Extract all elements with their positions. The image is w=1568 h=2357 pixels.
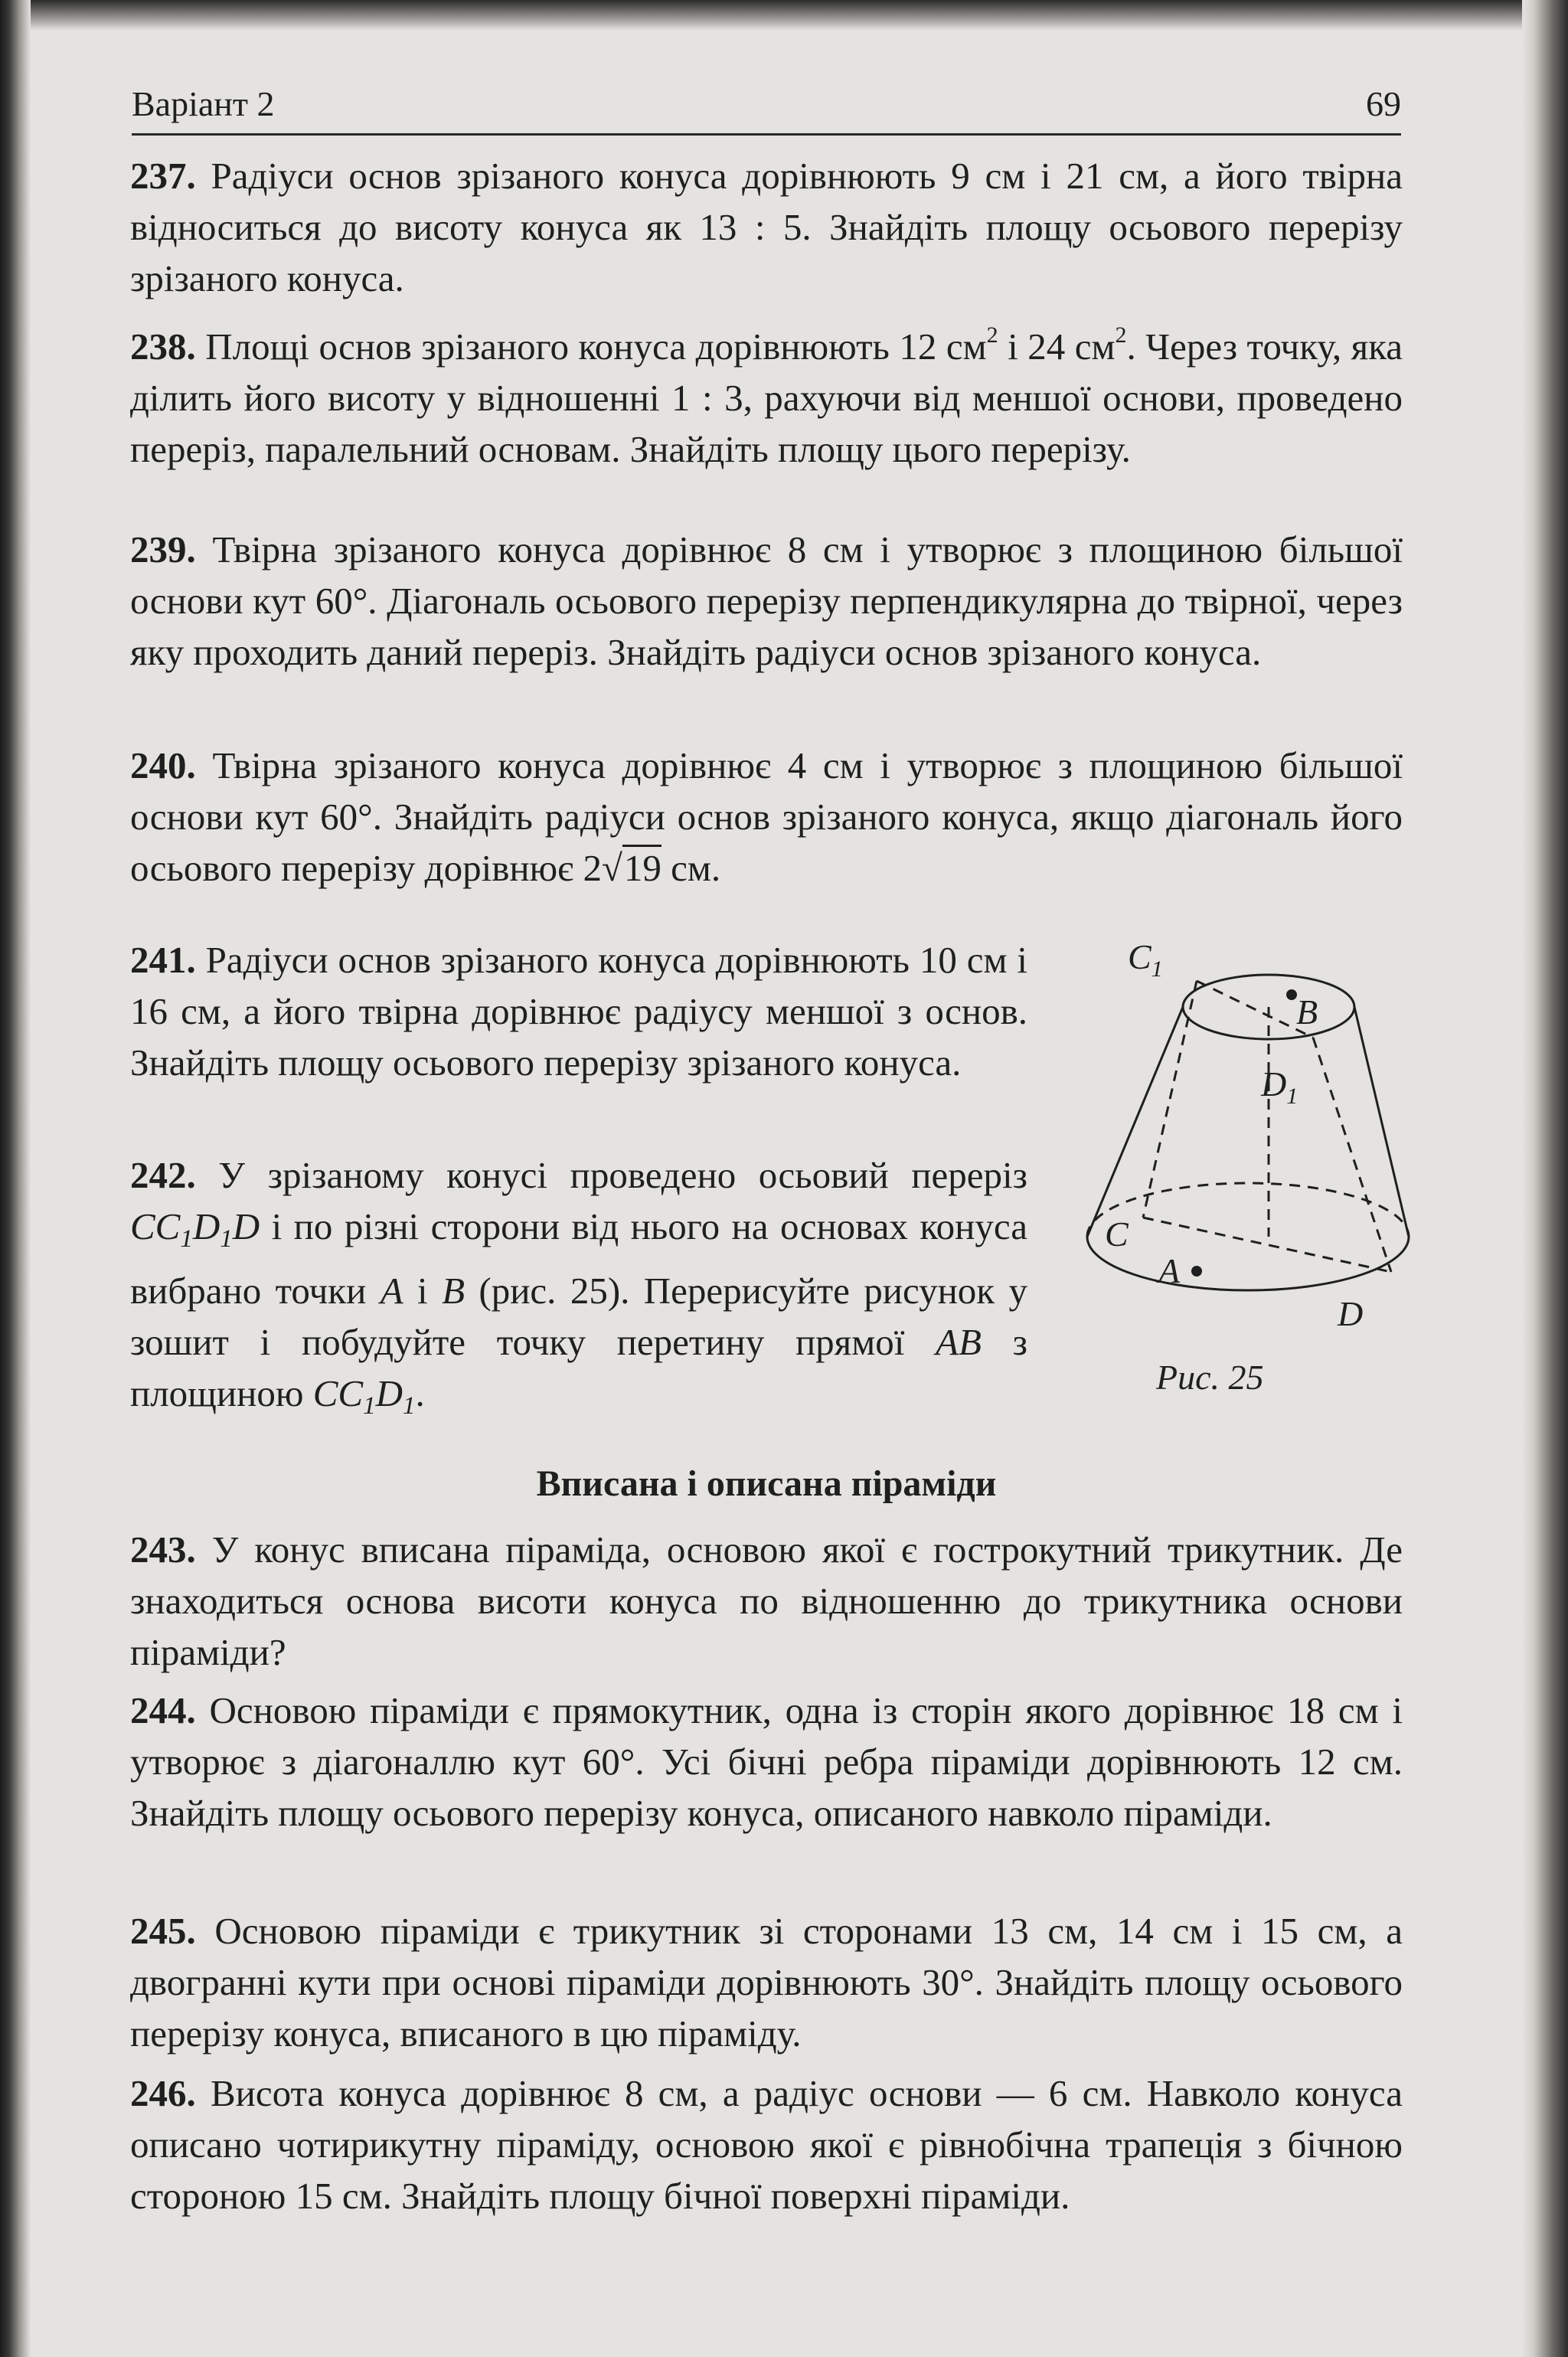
problem-241 [130,934,1027,1088]
label-c1: $C_1$ [1128,937,1163,982]
running-title: Варіант 2 [132,84,275,123]
page-shadow-left [0,0,31,2357]
page-header [132,83,1401,136]
problem-text: У зрізаному конусі проведено осьовий переріз $CC_1D_1D$ і по різні сторони від нього на основах конуса вибрано точки A і B (рис. 25). Перерисуйте рисунок у зошит і побудуйте точку перетину прямої AB з площиною $CC_1D_1$. [130,1154,1027,1420]
left-generatrix [1087,1007,1183,1237]
problem-244 [130,1685,1403,1839]
problem-text: Площі основ зрізаного конуса дорівнюють 12 $см^2$ і 24 $см^2$. Через точку, яка ділить його висоту у відношенні 1 : 3, рахуючи від меншої основи, проведено переріз, паралельний основам. Знайдіть площу цього перерізу. [130,322,1403,470]
problem-number: 237. [130,155,196,197]
section-right-edge [1313,1038,1391,1272]
problem-text: Основою піраміди є трикутник зі сторонами 13 см, 14 см і 15 см, а двогранні кути при основі піраміди дорівнюють 30°. Знайдіть площу осьового перерізу конуса, вписаного в цю піраміду. [130,1910,1403,2055]
lower-base-back [1087,1183,1409,1237]
lower-base-front [1087,1237,1409,1290]
point-a [1191,1266,1202,1277]
figure-caption: Рис. 25 [1156,1358,1264,1397]
problem-text: Радіуси основ зрізаного конуса дорівнюють 10 см і 16 см, а його твірна дорівнює радіусу меншої з основ. Знайдіть площу осьового перерізу зрізаного конуса. [130,939,1027,1084]
problem-text: У конус вписана піраміда, основою якої є гострокутний трикутник. Де знаходиться основа висоти конуса по відношенню до трикутника основи піраміди? [130,1528,1403,1673]
page-shadow-top [0,0,1568,31]
problem-number: 245. [130,1910,196,1952]
problem-text: Твірна зрізаного конуса дорівнює 4 см і утворює з площиною більшої основи кут 60°. Знайдіть радіуси основ зрізаного конуса, якщо діагональ його осьового перерізу дорівнює 2√19 см. [130,744,1403,889]
problem-number: 246. [130,2072,196,2114]
page-shadow-right [1522,0,1568,2357]
label-a: A [1158,1251,1181,1290]
right-generatrix [1354,1007,1409,1237]
label-b: B [1296,992,1318,1031]
section-left-edge [1143,981,1197,1218]
problem-238 [130,309,1403,475]
problem-text: Твірна зрізаного конуса дорівнює 8 см і утворює з площиною більшої основи кут 60°. Діагональ осьового перерізу перпендикулярна до твірної, через яку проходить даний переріз. Знайдіть радіуси основ зрізаного конуса. [130,528,1403,673]
radical-expression: 2√19 [583,847,661,889]
problem-246 [130,2068,1403,2221]
problem-237 [130,150,1403,304]
problem-243 [130,1524,1403,1678]
section-heading: Вписана і описана піраміди [536,1463,997,1504]
problem-242 [130,1149,1027,1432]
label-d1: $D_1$ [1261,1064,1298,1109]
problem-text: Радіуси основ зрізаного конуса дорівнюють 9 см і 21 см, а його твірна відноситься до висоту конуса як 13 : 5. Знайдіть площу осьового перерізу зрізаного конуса. [130,155,1403,299]
problem-text: Основою піраміди є прямокутник, одна із сторін якого дорівнює 18 см і утворює з діагоналлю кут 60°. Усі бічні ребра піраміди дорівнюють 12 см. Знайдіть площу осьового перерізу конуса, описаного навколо піраміди. [130,1689,1403,1834]
problem-number: 240. [130,744,196,786]
page-number: 69 [1366,84,1401,123]
problem-number: 241. [130,939,196,981]
section-bottom [1143,1218,1391,1272]
label-d: D [1338,1294,1364,1333]
figure-truncated-cone [1060,930,1420,1420]
problem-number: 239. [130,528,196,570]
problem-text: Висота конуса дорівнює 8 см, а радіус основи — 6 см. Навколо конуса описано чотирикутну піраміду, основою якої є рівнобічна трапеція з бічною стороною 15 см. Знайдіть площу бічної поверхні піраміди. [130,2072,1403,2217]
problem-239 [130,524,1403,678]
problem-number: 242. [130,1154,196,1196]
label-c: C [1105,1214,1129,1254]
problem-number: 244. [130,1689,196,1731]
point-b [1286,989,1297,1000]
truncated-cone-diagram [1060,930,1420,1420]
problem-240 [130,740,1403,894]
problem-number: 243. [130,1528,196,1571]
problem-245 [130,1905,1403,2059]
problem-number: 238. [130,325,196,368]
